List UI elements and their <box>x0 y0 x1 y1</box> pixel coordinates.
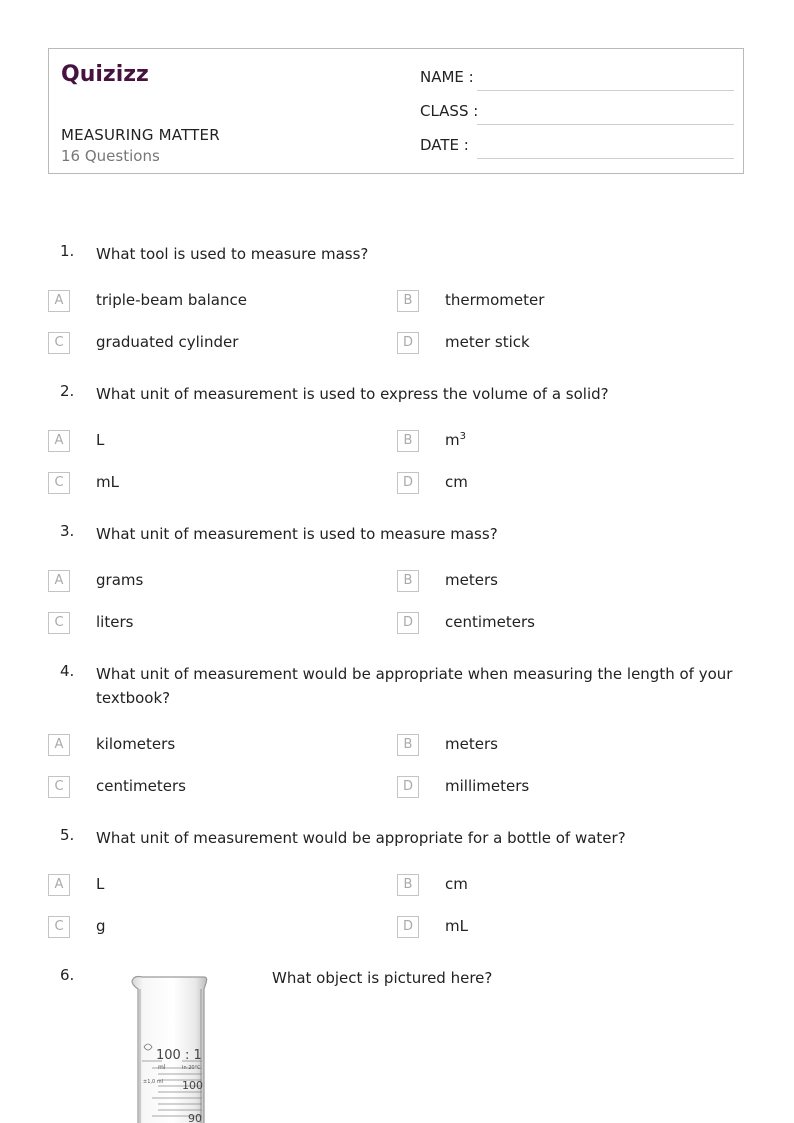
option-text: meter stick <box>445 333 530 351</box>
class-label: CLASS : <box>420 102 479 120</box>
option-d[interactable] <box>397 612 727 636</box>
worksheet-title: MEASURING MATTER <box>61 126 220 144</box>
option-text <box>445 431 466 449</box>
option-c[interactable] <box>48 332 378 356</box>
option-text: centimeters <box>96 777 186 795</box>
worksheet-header <box>48 48 744 174</box>
option-letter: B <box>397 430 419 452</box>
option-d[interactable] <box>397 332 727 356</box>
option-text: mL <box>445 917 468 935</box>
class-field[interactable] <box>420 102 734 126</box>
graduated-cylinder-icon <box>96 965 246 1123</box>
option-letter: B <box>397 874 419 896</box>
option-c[interactable] <box>48 776 378 800</box>
option-d[interactable] <box>397 776 727 800</box>
option-text-superscript: 3 <box>459 431 466 442</box>
date-field[interactable] <box>420 136 734 160</box>
option-a[interactable] <box>48 874 378 898</box>
question-text: What unit of measurement is used to express the volume of a solid? <box>96 385 609 403</box>
question-text: What unit of measurement would be appropriate when measuring the length of your textbook? <box>96 665 733 707</box>
option-text: centimeters <box>445 613 535 631</box>
option-text: kilometers <box>96 735 176 753</box>
graduated-cylinder-image <box>96 965 246 1123</box>
option-text: meters <box>445 735 498 753</box>
option-text: cm <box>445 473 468 491</box>
option-c[interactable] <box>48 472 378 496</box>
option-letter: D <box>397 776 419 798</box>
question-text: What tool is used to measure mass? <box>96 245 369 263</box>
option-text: cm <box>445 875 468 893</box>
question-number: 1. <box>60 242 75 260</box>
option-letter: C <box>48 916 70 938</box>
option-letter: C <box>48 472 70 494</box>
option-b[interactable] <box>397 290 727 314</box>
option-letter: B <box>397 570 419 592</box>
option-b[interactable] <box>397 874 727 898</box>
cylinder-tolerance-label: ±1,0 ml <box>143 1079 163 1085</box>
option-a[interactable] <box>48 570 378 594</box>
option-text: thermometer <box>445 291 545 309</box>
question-text: What object is pictured here? <box>272 969 493 987</box>
option-text: triple-beam balance <box>96 291 247 309</box>
option-c[interactable] <box>48 916 378 940</box>
option-a[interactable] <box>48 430 378 454</box>
date-line[interactable] <box>477 158 734 159</box>
name-field[interactable] <box>420 68 734 92</box>
question-number: 6. <box>60 966 75 984</box>
option-text: L <box>96 431 105 449</box>
option-text: mL <box>96 473 119 491</box>
option-letter: D <box>397 916 419 938</box>
cylinder-top-label: 100 : 1 <box>156 1048 202 1063</box>
option-text: liters <box>96 613 134 631</box>
cylinder-unit-label: ml <box>158 1064 166 1071</box>
option-a[interactable] <box>48 734 378 758</box>
option-b[interactable] <box>397 430 727 454</box>
option-letter: C <box>48 776 70 798</box>
option-letter: D <box>397 332 419 354</box>
question-number: 5. <box>60 826 75 844</box>
date-label: DATE : <box>420 136 469 154</box>
option-letter: D <box>397 612 419 634</box>
option-text: g <box>96 917 106 935</box>
option-letter: A <box>48 430 70 452</box>
question-text: What unit of measurement would be appropriate for a bottle of water? <box>96 829 626 847</box>
name-label: NAME : <box>420 68 474 86</box>
option-letter: A <box>48 570 70 592</box>
question-number: 3. <box>60 522 75 540</box>
name-line[interactable] <box>477 90 734 91</box>
option-text: grams <box>96 571 144 589</box>
option-text: meters <box>445 571 498 589</box>
option-letter: A <box>48 734 70 756</box>
option-letter: B <box>397 734 419 756</box>
option-letter: D <box>397 472 419 494</box>
option-letter: A <box>48 290 70 312</box>
option-letter: C <box>48 612 70 634</box>
option-d[interactable] <box>397 916 727 940</box>
question-number: 4. <box>60 662 75 680</box>
option-letter: A <box>48 874 70 896</box>
question-count: 16 Questions <box>61 147 160 165</box>
option-a[interactable] <box>48 290 378 314</box>
class-line[interactable] <box>477 124 734 125</box>
option-b[interactable] <box>397 734 727 758</box>
option-text-base: m <box>445 431 460 449</box>
cylinder-temp-label: In 20°C <box>182 1065 201 1071</box>
quizizz-logo <box>61 59 153 87</box>
option-b[interactable] <box>397 570 727 594</box>
option-c[interactable] <box>48 612 378 636</box>
option-letter: C <box>48 332 70 354</box>
brand-text: Quizizz <box>61 62 149 87</box>
cylinder-mark-90: 90 <box>188 1112 202 1123</box>
cylinder-mark-100: 100 <box>182 1079 203 1092</box>
question-number: 2. <box>60 382 75 400</box>
option-text: graduated cylinder <box>96 333 239 351</box>
option-text: L <box>96 875 105 893</box>
option-letter: B <box>397 290 419 312</box>
option-text: millimeters <box>445 777 530 795</box>
option-d[interactable] <box>397 472 727 496</box>
question-text: What unit of measurement is used to measure mass? <box>96 525 498 543</box>
